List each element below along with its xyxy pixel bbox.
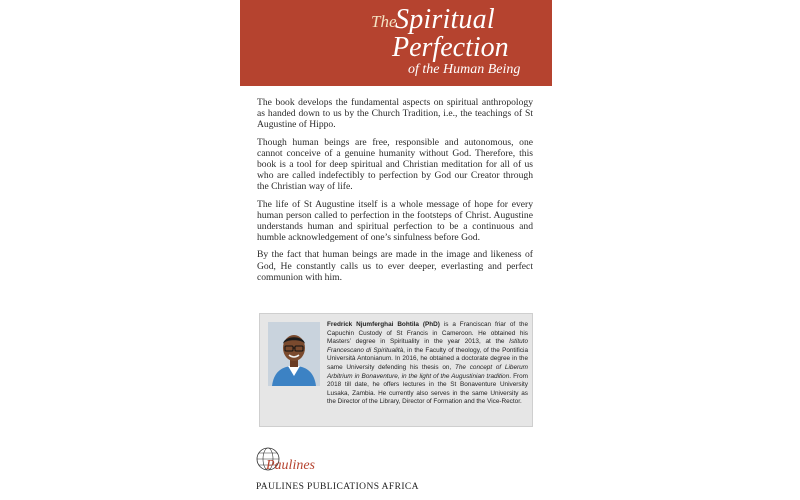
title-subtitle: of the Human Being [408,62,521,77]
author-photo [268,322,320,386]
author-box [259,313,533,427]
title-perfection: Perfection [392,32,509,63]
blurb [257,97,533,289]
publisher-block [256,445,426,495]
author-bio-part: , in the Faculty of theology, of the Pontificia Università Antonianum. In 2016, he obtained a doctorate degree in the same University defending his thesis on, [327,346,528,371]
author-bio-part: . From 2018 till date, he offers lectures in the St Bonaventure University Lusaka, Zambia. He currently also serves in the same University as the Director of the Library, Director of Formation and the Vice-Rector. [327,372,528,406]
blurb-paragraph: The life of St Augustine itself is a whole message of hope for every human person called to perfection in the footsteps of Christ. Augustine understands human and spiritual perfection to be a continuous and humble acknowledgement of one’s sinfulness before God. [257,198,533,244]
blurb-paragraph: Though human beings are free, responsible and autonomous, one cannot conceive of a genuine humanity without God. Therefore, this book is a tool for deep spiritual and Christian meditation for all of us who are called indefectibly to perfection by God our Creator through the Christian way of life. [257,136,533,193]
author-thesis: The concept of Liberum Arbitrium in Bonaventure, in the light of the Augustinian tradition [327,363,529,380]
author-name: Fredrick Njumferghai Bohtila (PhD) [327,321,440,328]
title-the: The [371,12,397,31]
author-portrait-icon [268,322,320,386]
publisher-name: PAULINES PUBLICATIONS AFRICA [256,482,419,492]
blurb-paragraph: The book develops the fundamental aspects on spiritual anthropology as handed down to us by the Church Tradition, i.e., the teachings of St Augustine of Hippo. [257,97,533,131]
title-band [240,0,552,86]
blurb-paragraph: By the fact that human beings are made in the image and likeness of God, He constantly calls us to ever deeper, everlasting and perfect communion with him. [257,249,533,283]
author-bio-part: is a Franciscan friar of the Capuchin Custody of St Francis in Cameroon. He obtained his Masters’ degree in Spirituality in the year 2013, at the [327,321,528,346]
title-spiritual: Spiritual [395,4,495,35]
author-institute: Istituto Francescano di Spiritualità [327,338,528,354]
book-back-cover [240,0,552,500]
logo-wordmark: Paulines [266,458,315,473]
author-bio [327,321,528,407]
paulines-logo-icon [256,445,316,475]
